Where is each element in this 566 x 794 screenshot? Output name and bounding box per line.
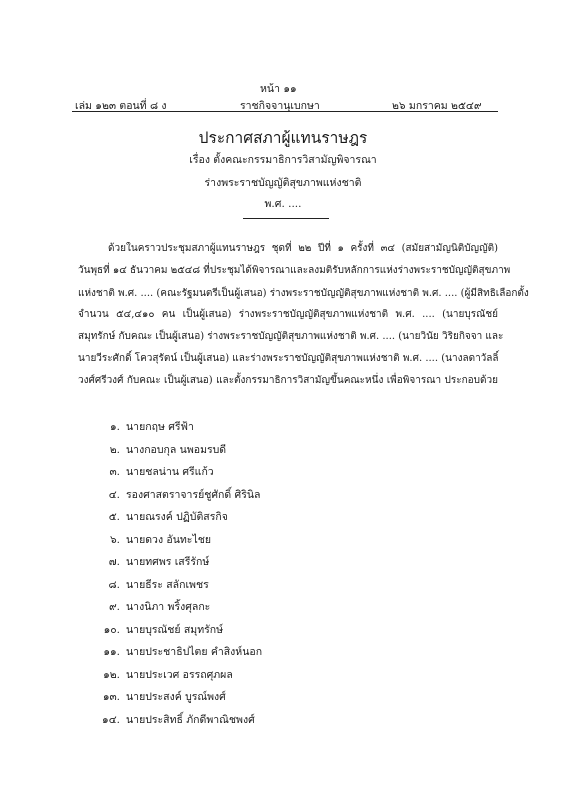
body-line: วันพุธที่ ๑๔ ธันวาคม ๒๕๔๘ ที่ประชุมได้พิจารณาและลงมติรับหลักการแห่งร่างพระราชบัญญัติสุขภาพ <box>78 265 511 276</box>
member-name: นายประชาธิปไตย คำสิงห์นอก <box>126 646 263 658</box>
member-number: ๘. <box>108 578 120 591</box>
member-name: นายทศพร เสรีรักษ์ <box>126 556 210 568</box>
publication-date: ๒๖ มกราคม ๒๕๔๙ <box>392 100 482 112</box>
body-line: ด้วยในคราวประชุมสภาผู้แทนราษฎร ชุดที่ ๒๒ ปีที่ ๑ ครั้งที่ ๓๔ (สมัยสามัญนิติบัญญัติ) <box>108 243 498 254</box>
member-name: นายชลน่าน ศรีแก้ว <box>126 466 214 478</box>
member-name: นางกอบกุล นพอมรบดี <box>126 443 227 456</box>
announcement-subject-bill: ร่างพระราชบัญญัติสุขภาพแห่งชาติ <box>204 177 362 189</box>
member-name: นายดวง อันทะไชย <box>126 533 212 546</box>
member-name: นายบุรณัชย์ สมุทรักษ์ <box>126 623 224 636</box>
member-number: ๙. <box>108 601 120 613</box>
member-number: ๑๔. <box>102 713 120 726</box>
member-number: ๑๒. <box>103 668 120 681</box>
member-number: ๔. <box>108 488 120 501</box>
member-name: นายณรงค์ ปฏิบัติสรกิจ <box>126 511 228 523</box>
body-line: แห่งชาติ พ.ศ. .... (คณะรัฐมนตรีเป็นผู้เสนอ) ร่างพระราชบัญญัติสุขภาพแห่งชาติ พ.ศ. .... (ผู้มีสิทธิเลือกตั้ง <box>78 288 529 299</box>
member-number: ๑๑. <box>103 646 120 658</box>
member-name: นายธีระ สลักเพชร <box>126 578 209 591</box>
page-number: หน้า ๑๑ <box>260 83 297 95</box>
announcement-subject: เรื่อง ตั้งคณะกรรมาธิการวิสามัญพิจารณา <box>189 154 377 166</box>
member-name: นางนิภา พริ้งศุลกะ <box>126 601 211 613</box>
gazette-name: ราชกิจจานุเบกษา <box>240 100 320 112</box>
body-line: วงศ์ศรีวงศ์ กับคณะ เป็นผู้เสนอ) และตั้งกรรมาธิการวิสามัญขึ้นคณะหนึ่ง เพื่อพิจารณา ประกอบด้วย <box>78 375 498 386</box>
volume-issue: เล่ม ๑๒๓ ตอนที่ ๘ ง <box>75 100 167 112</box>
body-line: สมุทรักษ์ กับคณะ เป็นผู้เสนอ) ร่างพระราชบัญญัติสุขภาพแห่งชาติ พ.ศ. .... (นายวินัย วิริยกิจจา และ <box>78 331 504 342</box>
member-number: ๑๓. <box>102 691 120 703</box>
member-number: ๓. <box>109 466 120 478</box>
body-line: นายวีระศักดิ์ โควสุรัตน์ เป็นผู้เสนอ) และร่างพระราชบัญญัติสุขภาพแห่งชาติ พ.ศ. .... (นางลดาวัลลิ์ <box>78 353 499 364</box>
member-number: ๗. <box>108 556 120 568</box>
announcement-title: ประกาศสภาผู้แทนราษฎร <box>198 129 368 147</box>
member-name: นายประเวศ อรรถศุภผล <box>126 668 233 681</box>
member-number: ๑๐. <box>103 623 120 636</box>
body-line: จำนวน ๕๔,๔๑๐ คน เป็นผู้เสนอ) ร่างพระราชบัญญัติสุขภาพแห่งชาติ พ.ศ. .... (นายบุรณัชย์ <box>78 309 498 320</box>
member-number: ๒. <box>109 443 120 456</box>
member-name: รองศาสตราจารย์ชูศักดิ์ ศิรินิล <box>126 488 261 501</box>
member-number: ๕. <box>108 511 120 523</box>
member-number: ๑. <box>109 421 120 433</box>
title-separator <box>243 218 329 219</box>
member-name: นายประสงค์ บูรณ์พงศ์ <box>126 691 226 703</box>
header-rule <box>72 111 498 112</box>
announcement-year: พ.ศ. .... <box>264 198 302 210</box>
member-name: นายประสิทธิ์ ภักดีพาณิชพงศ์ <box>126 713 255 726</box>
member-number: ๖. <box>109 533 120 546</box>
member-name: นายกฤษ ศรีฟ้า <box>126 421 194 433</box>
